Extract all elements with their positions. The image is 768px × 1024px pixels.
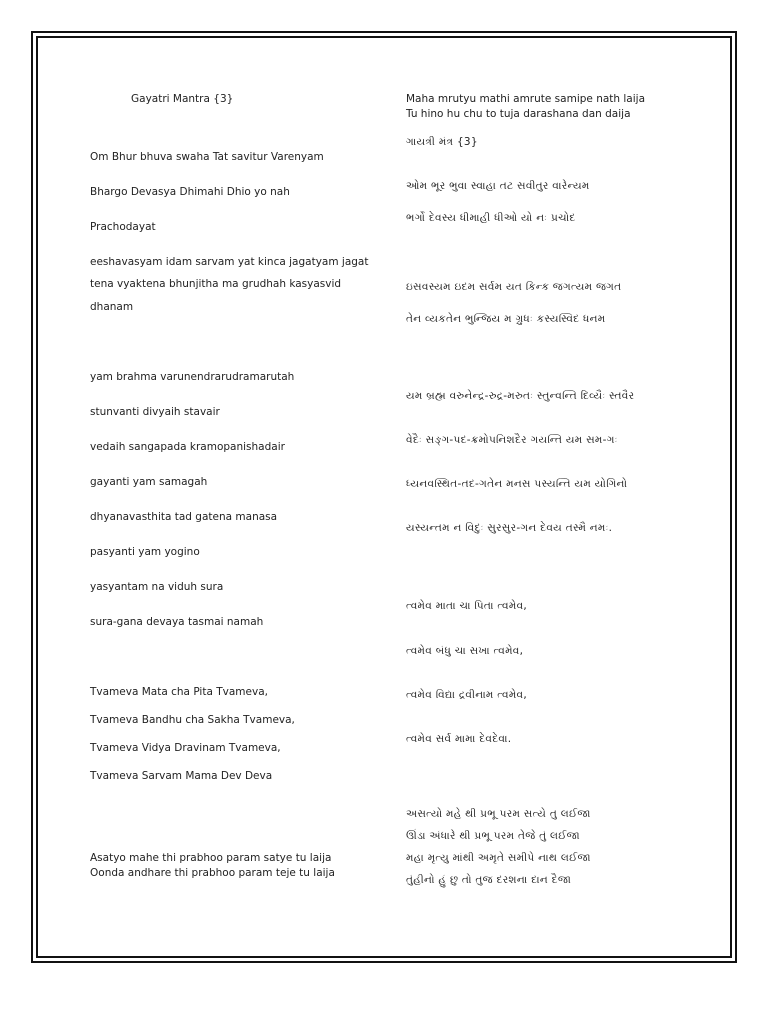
left-yambrahma-line-7: yasyantam na viduh sura: [90, 581, 224, 593]
left-gayatri-line-3: Prachodayat: [90, 221, 156, 233]
left-tvameva-line-3: Tvameva Vidya Dravinam Tvameva,: [90, 742, 281, 754]
left-asatyo-line-2: Oonda andhare thi prabhoo param teje tu laija: [90, 867, 335, 879]
right-eeshavasyam-line-2: તેન વ્યકતેન ભુન્જિય મ ગ્રુધઃ કસ્યસ્વિદ ધનમ: [406, 313, 606, 325]
right-tvameva-line-4: ત્વમેવ સર્વ મામા દેવદેવા.: [406, 733, 512, 745]
left-title: Gayatri Mantra {3}: [131, 93, 234, 105]
left-gayatri-line-1: Om Bhur bhuva swaha Tat savitur Varenyam: [90, 151, 324, 163]
left-yambrahma-line-2: stunvanti divyaih stavair: [90, 406, 220, 418]
right-tvameva-line-3: ત્વમેવ વિદ્યા દ્રવીનામ ત્વમેવ,: [406, 689, 528, 701]
right-asatyo-line-2: ઊંડા અંધારે થી પ્રભૂ પરમ તેજે તું લઈજા: [406, 830, 580, 842]
left-yambrahma-line-6: pasyanti yam yogino: [90, 546, 200, 558]
right-asatyo-line-4: તુંહીનો હું છુ તો તુજ દરશના દાન દૈજા: [406, 874, 572, 886]
right-yambrahma-line-1: યમ બ્રહ્મ વરુનેન્દ્ર-રુદ્ર-મરુતઃ સ્તુન્વન્તિ દિવ્યૈઃ સ્તવૈર: [406, 390, 635, 402]
left-tvameva-line-1: Tvameva Mata cha Pita Tvameva,: [90, 686, 268, 698]
right-maha-line-1: Maha mrutyu mathi amrute samipe nath laija: [406, 93, 646, 105]
left-asatyo-line-1: Asatyo mahe thi prabhoo param satye tu laija: [90, 852, 332, 864]
page-border-inner: [36, 36, 732, 958]
left-yambrahma-line-4: gayanti yam samagah: [90, 476, 208, 488]
right-eeshavasyam-line-1: ઇસવસ્યમ ઇદમ સર્વમ યત કિન્ક જગત્યમ જગત: [406, 281, 622, 293]
left-yambrahma-line-8: sura-gana devaya tasmai namah: [90, 616, 264, 628]
right-maha-line-2: Tu hino hu chu to tuja darashana dan daija: [406, 108, 631, 120]
right-yambrahma-line-4: યસ્યન્તમ ન વિદુઃ સુરસુર-ગન દેવય તસ્મૈ નમઃ.: [406, 522, 613, 534]
right-tvameva-line-1: ત્વમેવ માતા ચા પિતા ત્વમેવ,: [406, 600, 528, 612]
right-gayatri-line-1: ઓમ ભૂર ભુવા સ્વાહા તટ સવીતુર વારેન્યમ: [406, 180, 590, 192]
right-asatyo-line-1: અસત્યો મહે થી પ્રભૂ પરમ સત્યે તુ લઈજા: [406, 808, 591, 820]
left-yambrahma-line-3: vedaih sangapada kramopanishadair: [90, 441, 285, 453]
right-asatyo-line-3: મહા મૃત્યુ માંથી અમૃતે સમીપે નાથ લઈજા: [406, 852, 591, 864]
left-yambrahma-line-1: yam brahma varunendrarudramarutah: [90, 371, 295, 383]
left-eeshavasyam-line-2: tena vyaktena bhunjitha ma grudhah kasyasvid: [90, 278, 342, 290]
left-yambrahma-line-5: dhyanavasthita tad gatena manasa: [90, 511, 278, 523]
left-eeshavasyam-line-3: dhanam: [90, 301, 134, 313]
right-yambrahma-line-3: ધ્યનવસ્થિત-તદ-ગતેન મનસ પસ્યન્તિ યમ યોગિનો: [406, 478, 628, 490]
left-tvameva-line-2: Tvameva Bandhu cha Sakha Tvameva,: [90, 714, 295, 726]
right-tvameva-line-2: ત્વમેવ બંધુ ચા સખા ત્વમેવ,: [406, 645, 524, 657]
left-gayatri-line-2: Bhargo Devasya Dhimahi Dhio yo nah: [90, 186, 290, 198]
right-gayatri-line-2: ભર્ગો દેવસ્ય ધીમાહી ધીઓ યો નઃ પ્રચોદ: [406, 212, 576, 224]
left-eeshavasyam-line-1: eeshavasyam idam sarvam yat kinca jagatyam jagat: [90, 256, 369, 268]
left-tvameva-line-4: Tvameva Sarvam Mama Dev Deva: [90, 770, 273, 782]
right-gayatri-title: ગાયત્રી મંત્ર {3}: [406, 136, 478, 148]
right-yambrahma-line-2: વેદૈઃ સઙ્ગ-પદ-ક્રમોપનિશદૈર ગયન્તિ યમ સમ-ગઃ: [406, 434, 618, 446]
